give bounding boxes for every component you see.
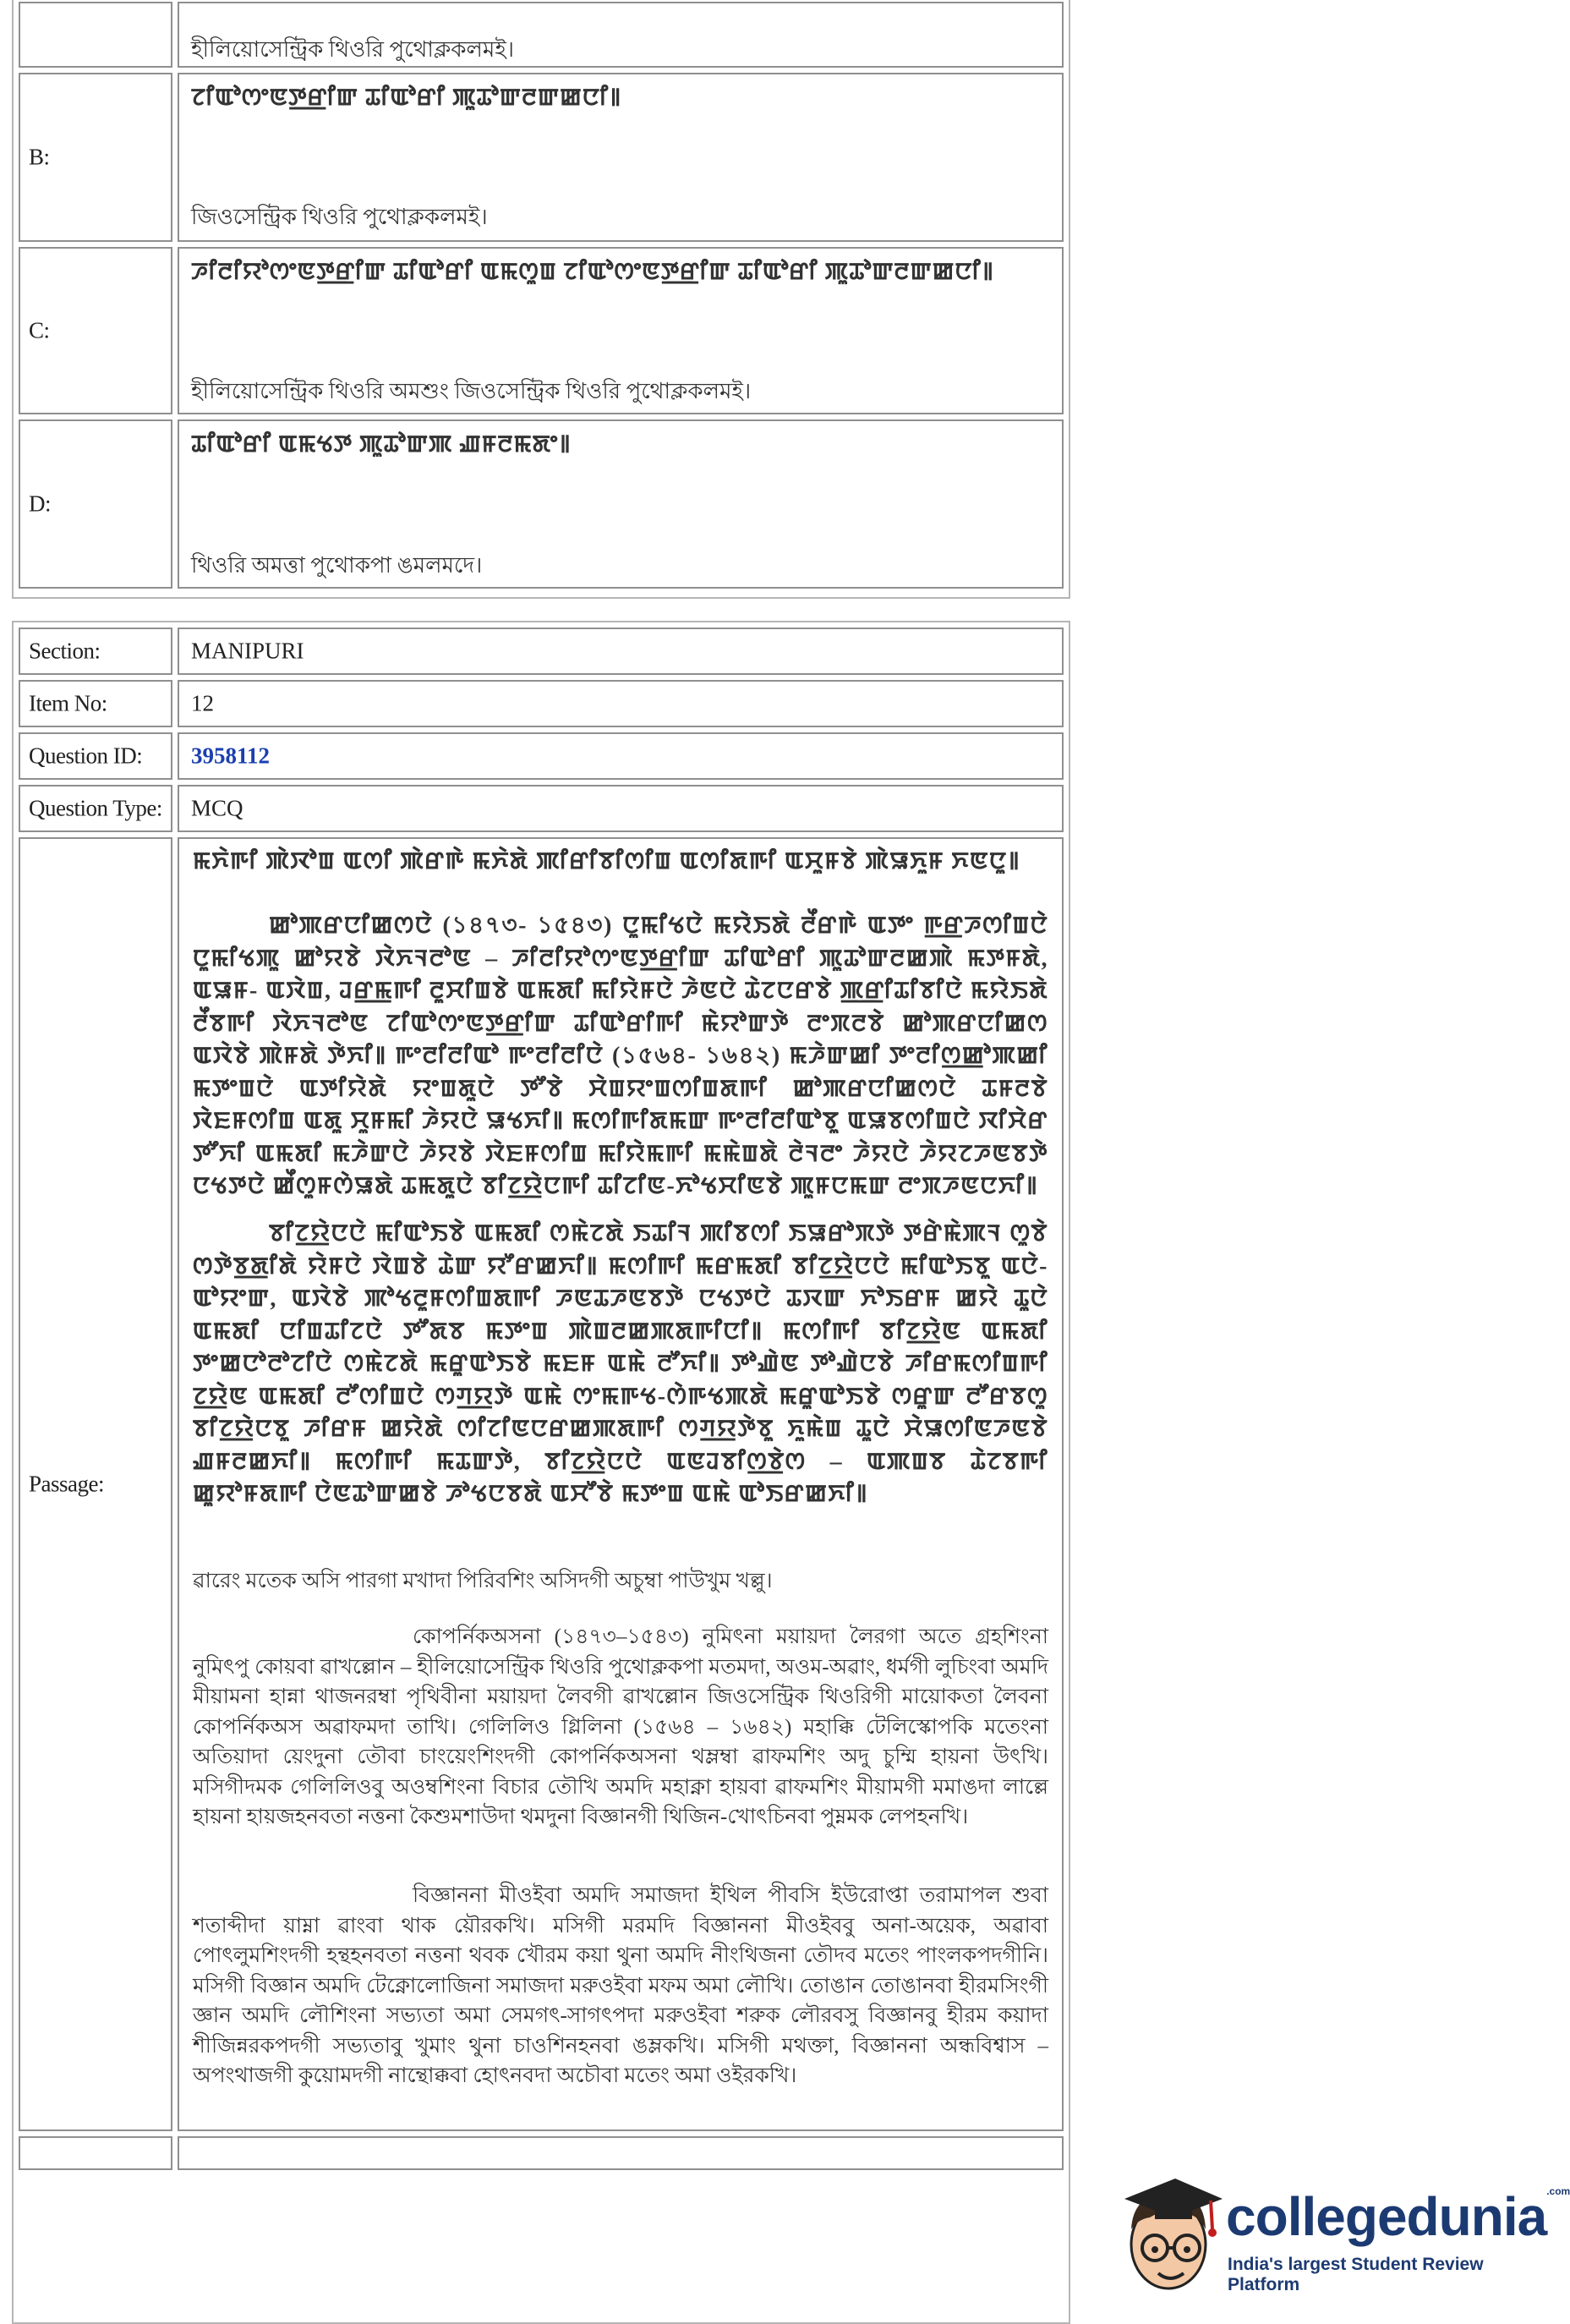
option-label-cell <box>19 73 172 242</box>
section-row <box>19 628 1064 675</box>
passage-meitei-paragraph-1: ꯀꯣꯄꯔꯅꯤꯀꯁꯅꯥ (১৪৭৩- ১৫৪৩) ꯅꯨꯃꯤꯠꯅꯥ ꯃꯌꯥꯏꯗꯥ ꯂꯩꯔꯒꯥ ꯑꯇꯦ ꯒ꯭ꯔꯍꯁꯤꯡꯅꯥ ꯅꯨꯃꯤꯠꯄꯨ ꯀꯣꯌꯕꯥ ꯋꯥꯈꯜꯂꯣꯟ – ꯍꯤꯂꯤꯌꯣꯁꯦꯟꯇ꯭ꯔꯤꯛ ꯊꯤꯑꯣꯔꯤ ꯄꯨꯊꯣꯛꯂꯀꯄꯥ ꯃꯇꯝꯗꯥ, ꯑꯎꯝ- ꯑꯋꯥꯡ, ꯙꯔ꯭ꯃꯒꯤ ꯂꯨꯆꯤꯡꯕꯥ ꯑꯃꯗꯤ ꯃꯤꯌꯥꯝꯅꯥ ꯍꯥꯟꯅꯥ ꯊꯥꯖꯅꯔꯕꯥ ꯄ꯭ꯔꯤꯊꯤꯕꯤꯅꯥ ꯃꯌꯥꯏꯗꯥ ꯂꯩꯕꯒꯤ ꯋꯥꯈꯜꯂꯣꯟ ꯖꯤꯑꯣꯁꯦꯟꯇ꯭ꯔꯤꯛ ꯊꯤꯑꯣꯔꯤꯒꯤ ꯃꯥꯌꯣꯛꯇꯥ ꯂꯦꯞꯂꯕꯥ ꯀꯣꯄꯔꯅꯤꯀꯁ ꯑꯋꯥꯕꯥ ꯄꯥꯝꯗꯥ ꯇꯥꯈꯤ꯫ ꯒꯦꯂꯤꯂꯤꯑꯣ ꯒꯦꯂꯤꯂꯤꯅꯥ (১৫৬৪- ১৬৪২) ꯃꯍꯥꯛꯀꯤ ꯇꯦꯂꯤꯁ꯭ꯀꯣꯄꯀꯤ ꯃꯇꯦꯡꯅꯥ ꯑꯇꯤꯌꯥꯗꯥ ꯌꯦꯡꯗꯨꯅꯥ ꯇꯧꯕꯥ ꯆꯥꯡꯌꯦꯡꯁꯤꯡꯗꯒꯤ ꯀꯣꯄꯔꯅꯤꯀꯁꯅꯥ ꯊꯝꯂꯕꯥ ꯋꯥꯐꯝꯁꯤꯡ ꯑꯗꯨ ꯆꯨꯝꯃꯤ ꯍꯥꯌꯅꯥ ꯎꯠꯈꯤ꯫ ꯃꯁꯤꯒꯤꯗꯃꯛ ꯒꯦꯂꯤꯂꯤꯑꯣꯕꯨ ꯑꯎꯕꯁꯤꯡꯅꯥ ꯋꯤꯆꯥꯔ ꯇꯧꯈꯤ ꯑꯃꯗꯤ ꯃꯍꯥꯛꯅꯥ ꯍꯥꯌꯕꯥ ꯋꯥꯐꯝꯁꯤꯡ ꯃꯤꯌꯥꯃꯒꯤ ꯃꯃꯥꯡꯗꯥ ꯂꯥꯜꯂꯦ ꯍꯥꯌꯅꯥ ꯍꯥꯌꯖꯍꯟꯕꯇꯥ ꯅꯠꯇꯅꯥ ꯀꯩꯁꯨꯝꯁꯥꯎꯗꯥ ꯊꯃꯗꯨꯅꯥ ꯕꯤꯖ꯭ꯌꯥꯅꯒꯤ ꯊꯤꯖꯤꯟ-ꯈꯣꯠꯆꯤꯟꯕꯥ ꯄꯨꯝꯅꯃꯛ ꯂꯦꯞꯍꯟꯅꯈꯤ꯫ <box>193 913 1048 1199</box>
passage-meitei-intro: ꯃꯈꯥꯒꯤ ꯄꯥꯋꯣꯡ ꯑꯁꯤ ꯄꯥꯔꯒꯥ ꯃꯈꯥꯗꯥ ꯄꯤꯔꯤꯕꯤꯁꯤꯡ ꯑꯁꯤꯗꯒꯤ ꯑꯆꯨꯝꯕꯥ ꯄꯥꯎꯈꯨꯝ ꯈꯟꯅꯨ꯫ <box>193 848 1021 874</box>
option-value-cell <box>178 73 1064 242</box>
qtype-value-cell <box>178 785 1064 832</box>
option-meitei-text: ꯍꯤꯂꯤꯌꯣꯁꯦꯟꯇ꯭ꯔꯤꯛ ꯊꯤꯑꯣꯔꯤ ꯑꯃꯁꯨꯡ ꯖꯤꯑꯣꯁꯦꯟꯇ꯭ꯔꯤꯛ ꯊꯤꯑꯣꯔꯤ ꯄꯨꯊꯣꯛꯂꯛꯀꯅꯤ꯫ <box>191 259 994 285</box>
next-row-partial <box>19 2136 1064 2170</box>
passage-meitei-paragraph-2: ꯕꯤꯖ꯭ꯌꯥꯅꯅꯥ ꯃꯤꯑꯣꯏꯕꯥ ꯑꯃꯗꯤ ꯁꯃꯥꯖꯗꯥ ꯏꯊꯤꯜ ꯄꯤꯕꯁꯤ ꯏꯎꯔꯣꯞꯇꯥ ꯇꯔꯥꯃꯥꯄꯜ ꯁꯨꯕꯥ ꯁꯇꯥꯕ꯭ꯗꯤꯗꯥ ꯌꯥꯝꯅꯥ ꯋꯥꯡꯕꯥ ꯊꯥꯛ ꯌꯧꯔꯀꯈꯤ꯫ ꯃꯁꯤꯒꯤ ꯃꯔꯃꯗꯤ ꯕꯤꯖ꯭ꯌꯥꯅꯅꯥ ꯃꯤꯑꯣꯏꯕꯨ ꯑꯅꯥ-ꯑꯣꯌꯦꯛ, ꯑꯋꯥꯕꯥ ꯄꯣꯠꯂꯨꯝꯁꯤꯡꯗꯒꯤ ꯍꯟꯊꯍꯟꯕꯇꯥ ꯅꯠꯇꯅꯥ ꯊꯋꯛ ꯈꯣꯏꯔꯝ ꯀꯌꯥ ꯊꯨꯅꯥ ꯑꯃꯗꯤ ꯅꯤꯡꯊꯤꯖꯅꯥ ꯇꯧꯗꯕ ꯃꯇꯦꯡ ꯄꯥꯡꯂꯀꯄꯗꯒꯤꯅꯤ꯫ ꯃꯁꯤꯒꯤ ꯕꯤꯖ꯭ꯌꯥꯟ ꯑꯃꯗꯤ ꯇꯦꯀꯅꯣꯂꯣꯖꯤꯅꯥ ꯁꯃꯥꯖꯗꯥ ꯃꯔꯨꯑꯣꯏꯕꯥ ꯃꯐꯝ ꯑꯃꯥ ꯂꯧꯈꯤ꯫ ꯇꯣꯉꯥꯟ ꯇꯣꯉꯥꯅꯕꯥ ꯍꯤꯔꯃꯁꯤꯡꯒꯤ ꯖ꯭ꯌꯥꯟ ꯑꯃꯗꯤ ꯂꯧꯁꯤꯡꯅꯥ ꯁꯚ꯭ꯌꯇꯥ ꯑꯃꯥ ꯁꯦꯃꯒꯠ-ꯁꯥꯒꯠꯄꯗꯥ ꯃꯔꯨꯑꯣꯏꯕꯥ ꯁꯔꯨꯛ ꯂꯧꯔꯕꯁꯨ ꯕꯤꯖ꯭ꯌꯥꯅꯕꯨ ꯍꯤꯔꯝ ꯀꯌꯥꯗꯥ ꯁꯤꯖꯤꯟꯅꯔꯀꯄꯗꯒꯤ ꯁꯚ꯭ꯌꯇꯥꯕꯨ ꯈꯨꯃꯥꯡ ꯊꯨꯅꯥ ꯆꯥꯎꯁꯤꯟꯍꯟꯕꯥ ꯉꯝꯂꯀꯈꯤ꯫ ꯃꯁꯤꯒꯤ ꯃꯊꯛꯇꯥ, ꯕꯤꯖ꯭ꯌꯥꯅꯅꯥ ꯑꯟꯙꯕꯤꯁ꯭ꯕꯥꯁ – ꯑꯄꯡꯕ ꯊꯥꯖꯕꯒꯤ ꯀꯨꯌꯣꯝꯗꯒꯤ ꯅꯥꯟꯊꯣꯛꯀꯕꯥ ꯍꯣꯠꯅꯕꯗꯥ ꯑꯆꯧꯕꯥ ꯃꯇꯦꯡ ꯑꯃꯥ ꯑꯣꯏꯔꯀꯈꯤ꯫ <box>193 1220 1048 1507</box>
question-table <box>12 621 1070 2324</box>
option-bengali-text: জিওসেন্ট্রিক থিওরি পুথোক্লকলমই। <box>191 205 488 229</box>
brand-tagline: India's largest Student Review Platform <box>1228 2255 1484 2294</box>
option-row-d <box>19 419 1064 589</box>
passage-bengali-paragraph-2: বিজ্ঞাননা মীওইবা অমদি সমাজদা ইথিল পীবসি ইউরোপ্তা তরামাপল শুবা শতাব্দীদা য়াম্না ৱাংবা থাক য়ৌরকখি। মসিগী মরমদি বিজ্ঞাননা মীওইববু অনা-অয়েক, অৱাবা পোৎলুমশিংদগী হন্থহনবতা নত্তনা থবক খৌরম কয়া থুনা অমদি নীংথিজনা তৌদব মতেং পাংলকপদগীনি। মসিগী বিজ্ঞান অমদি টেক্নোলোজিনা সমাজদা মরুওইবা মফম অমা লৌখি। তোঙান তোঙানবা হীরমসিংগী জ্ঞান অমদি লৌশিংনা সভ্যতা অমা সেমগৎ-সাগৎপদা মরুওইবা শরুক লৌরবসু বিজ্ঞানবু হীরম কয়াদা শীজিন্নরকপদগী সভ্যতাবু খুমাং থুনা চাওশিনহনবা ঙম্লকখি। মসিগী মথক্তা, বিজ্ঞাননা অন্ধবিশ্বাস – অপংথাজগী কুয়োমদগী নান্থোক্কবা হোৎনবদা অচৌবা মতেং অমা ওইরকখি। <box>193 1884 1048 2087</box>
option-bengali-text: হীলিয়োসেন্ট্রিক থিওরি পুথোক্লকলমই। <box>191 37 515 62</box>
option-label: B: <box>29 144 50 170</box>
qid-label: Question ID: <box>29 743 143 769</box>
option-meitei-text: ꯊꯤꯑꯣꯔꯤ ꯑꯃꯠꯇ ꯄꯨꯊꯣꯛꯄ ꯉꯝꯂꯃꯗꯦ꯫ <box>191 431 572 458</box>
option-meitei-text: ꯖꯤꯑꯣꯁꯦꯟꯇ꯭ꯔꯤꯛ ꯊꯤꯑꯣꯔꯤ ꯄꯨꯊꯣꯛꯂꯛꯀꯅꯤ꯫ <box>191 85 622 111</box>
option-label-cell <box>19 419 172 589</box>
item-row <box>19 680 1064 727</box>
option-label: D: <box>29 491 51 517</box>
question-type-value: MCQ <box>191 795 243 821</box>
section-label: Section: <box>29 638 101 664</box>
question-id-value: 3958112 <box>191 743 271 769</box>
options-table <box>12 0 1070 599</box>
option-row-c <box>19 247 1064 414</box>
passage-value-cell <box>178 837 1064 2131</box>
passage-bengali-paragraph-1: কোপর্নিকঅসনা (১৪৭৩–১৫৪৩) নুমিৎনা ময়ায়দা লৈরগা অতে গ্রহশিংনা নুমিৎপু কোয়বা ৱাখল্লোন – হীলিয়োসেন্ট্রিক থিওরি পুথোক্লকপা মতমদা, অওম-অৱাং, ধর্মগী লুচিংবা অমদি মীয়ামনা হান্না থাজনরম্বা পৃথিবীনা ময়ায়দা লৈবগী ৱাখল্লোন জিওসেন্ট্রিক থিওরিগী মায়োকতা লৈবনা কোপর্নিকঅস অৱাফমদা তাখি। গেলিলিও গ্লিলিনা (১৫৬৪ – ১৬৪২) মহাক্কি টেলিস্কোপকি মতেংনা অতিয়াদা য়েংদুনা তৌবা চাংয়েংশিংদগী কোপর্নিকঅসনা থম্লম্বা ৱাফমশিং অদু চুম্মি হায়না উৎখি। মসিগীদমক গেলিলিওবু অওম্বশিংনা বিচার তৌখি অমদি মহাক্না হায়বা ৱাফমশিং মীয়ামগী মমাঙদা লাল্লে হায়না হায়জহনবতা নত্তনা কৈশুমশাউদা থমদুনা বিজ্ঞানগী থিজিন-খোৎচিনবা পুম্নমক লেপহনখি। <box>193 1625 1048 1828</box>
brand-suffix: .com <box>1546 2185 1570 2197</box>
next-label-cell <box>19 2136 172 2170</box>
qid-label-cell <box>19 732 172 780</box>
collegedunia-logo <box>1116 2170 1570 2297</box>
qid-value-cell <box>178 732 1064 780</box>
mascot-icon <box>1116 2170 1226 2297</box>
passage-row <box>19 837 1064 2131</box>
item-value-cell <box>178 680 1064 727</box>
option-value-cell <box>178 247 1064 414</box>
passage-label-cell <box>19 837 172 2131</box>
option-row-a <box>19 2 1064 68</box>
option-label: C: <box>29 317 50 343</box>
section-label-cell <box>19 628 172 675</box>
option-bengali-text: থিওরি অমত্তা পুথোকপা ঙমলমদে। <box>191 553 483 578</box>
passage-bengali-intro: ৱারেং মতেক অসি পারগা মখাদা পিরিবশিং অসিদগী অচুম্বা পাউখুম খল্লু। <box>193 1570 773 1592</box>
option-value-cell <box>178 2 1064 68</box>
option-value-cell <box>178 419 1064 589</box>
option-label-cell <box>19 2 172 68</box>
next-value-cell <box>178 2136 1064 2170</box>
section-value: MANIPURI <box>191 638 304 664</box>
qtype-label-cell <box>19 785 172 832</box>
passage-label: Passage: <box>29 1471 104 1497</box>
brand-name-text: collegedunia <box>1226 2186 1547 2247</box>
option-bengali-text: হীলিয়োসেন্ট্রিক থিওরি অমশুং জিওসেন্ট্রিক থিওরি পুথোক্লকলমই। <box>191 379 752 403</box>
section-value-cell <box>178 628 1064 675</box>
brand-name <box>1226 2185 1570 2248</box>
option-row-b <box>19 73 1064 242</box>
item-label: Item No: <box>29 690 107 716</box>
qtype-label: Question Type: <box>29 795 162 821</box>
qid-row <box>19 732 1064 780</box>
option-label-cell <box>19 247 172 414</box>
item-label-cell <box>19 680 172 727</box>
item-value: 12 <box>191 690 214 716</box>
qtype-row <box>19 785 1064 832</box>
